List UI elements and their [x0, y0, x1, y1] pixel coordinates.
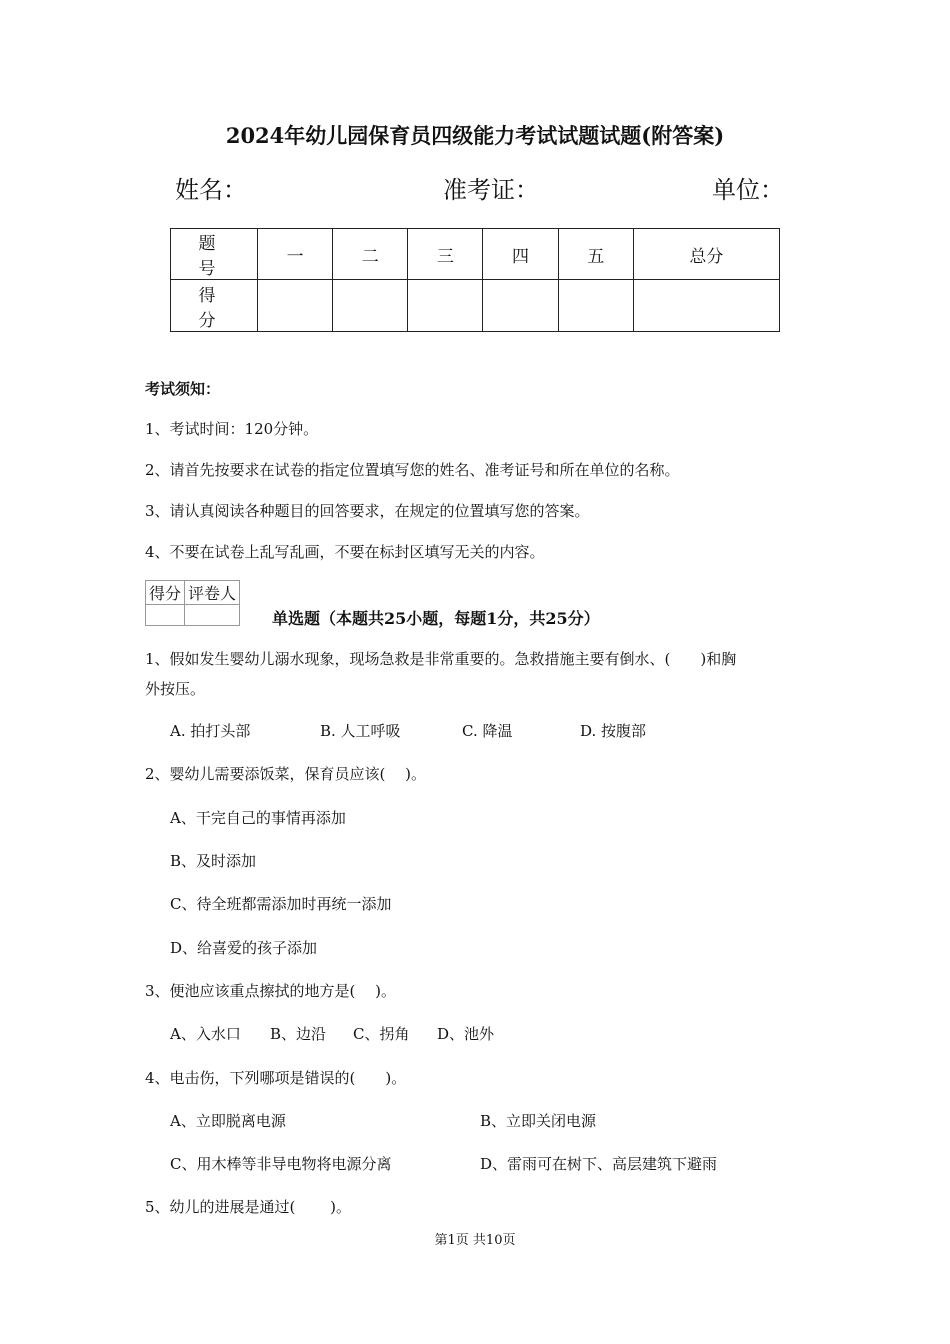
score-table-score-row [171, 280, 780, 332]
option: B、边沿 [270, 1025, 327, 1043]
notice-item: 2、请首先按要求在试卷的指定位置填写您的姓名、准考证号和所在单位的名称。 [145, 461, 680, 479]
score-table-cell: 题 号 [171, 229, 258, 280]
page-number: 第1页 共10页 [434, 1233, 516, 1248]
option: A. 拍打头部 [170, 722, 251, 740]
question-text: 4、电击伤，下列哪项是错误的( )。 [145, 1069, 407, 1087]
score-table-cell: 一 [258, 229, 333, 280]
score-table-cell: 总分 [633, 229, 779, 280]
grader-name-cell [185, 605, 240, 626]
option: A、干完自己的事情再添加 [170, 809, 346, 827]
score-table-cell: 五 [558, 229, 633, 280]
score-table-header-row [171, 229, 780, 280]
score-table-cell [258, 280, 333, 332]
score-table-cell: 三 [408, 229, 483, 280]
option: D、雷雨可在树下、高层建筑下避雨 [480, 1155, 718, 1173]
option: B、及时添加 [170, 852, 257, 870]
score-table [170, 228, 780, 332]
grader-score-label: 得分 [146, 581, 185, 605]
notice-item: 3、请认真阅读各种题目的回答要求，在规定的位置填写您的答案。 [145, 502, 590, 520]
notice-title: 考试须知： [145, 380, 221, 398]
option: A、入水口 [170, 1025, 241, 1043]
page-title: 2024年幼儿园保育员四级能力考试试题试题(附答案) [225, 123, 725, 148]
score-table-cell [633, 280, 779, 332]
question-text: 5、幼儿的进展是通过( )。 [145, 1198, 352, 1216]
unit-field-label: 单位： [712, 176, 784, 204]
option: D. 按腹部 [580, 722, 647, 740]
question-text: 外按压。 [145, 680, 206, 698]
option: D、给喜爱的孩子添加 [170, 939, 318, 957]
question-text: 2、婴幼儿需要添饭菜，保育员应该( )。 [145, 765, 427, 783]
option: B. 人工呼吸 [320, 722, 401, 740]
option: C、待全班都需添加时再统一添加 [170, 895, 392, 913]
score-table-cell: 四 [483, 229, 558, 280]
option: A、立即脱离电源 [170, 1112, 286, 1130]
notice-item: 1、考试时间：120分钟。 [145, 420, 319, 438]
option: C、用木棒等非导电物将电源分离 [170, 1155, 392, 1173]
question-text: 1、假如发生婴幼儿溺水现象，现场急救是非常重要的。急救措施主要有倒水、( )和胸 [145, 650, 737, 668]
score-table-cell [483, 280, 558, 332]
question-text: 3、便池应该重点擦拭的地方是( )。 [145, 982, 397, 1000]
score-table-cell [408, 280, 483, 332]
score-table-cell: 得 分 [171, 280, 258, 332]
exam-id-field-label: 准考证： [443, 176, 539, 204]
option: D、池外 [437, 1025, 495, 1043]
grader-score-cell [146, 605, 185, 626]
option: C. 降温 [462, 722, 513, 740]
section-title: 单选题（本题共25小题，每题1分，共25分） [272, 609, 600, 628]
grader-box [145, 580, 240, 626]
name-field-label: 姓名： [175, 176, 247, 204]
score-table-cell: 二 [333, 229, 408, 280]
notice-item: 4、不要在试卷上乱写乱画，不要在标封区填写无关的内容。 [145, 543, 545, 561]
score-table-cell [333, 280, 408, 332]
score-table-cell [558, 280, 633, 332]
option: B、立即关闭电源 [480, 1112, 597, 1130]
option: C、拐角 [353, 1025, 410, 1043]
grader-name-label: 评卷人 [185, 581, 240, 605]
